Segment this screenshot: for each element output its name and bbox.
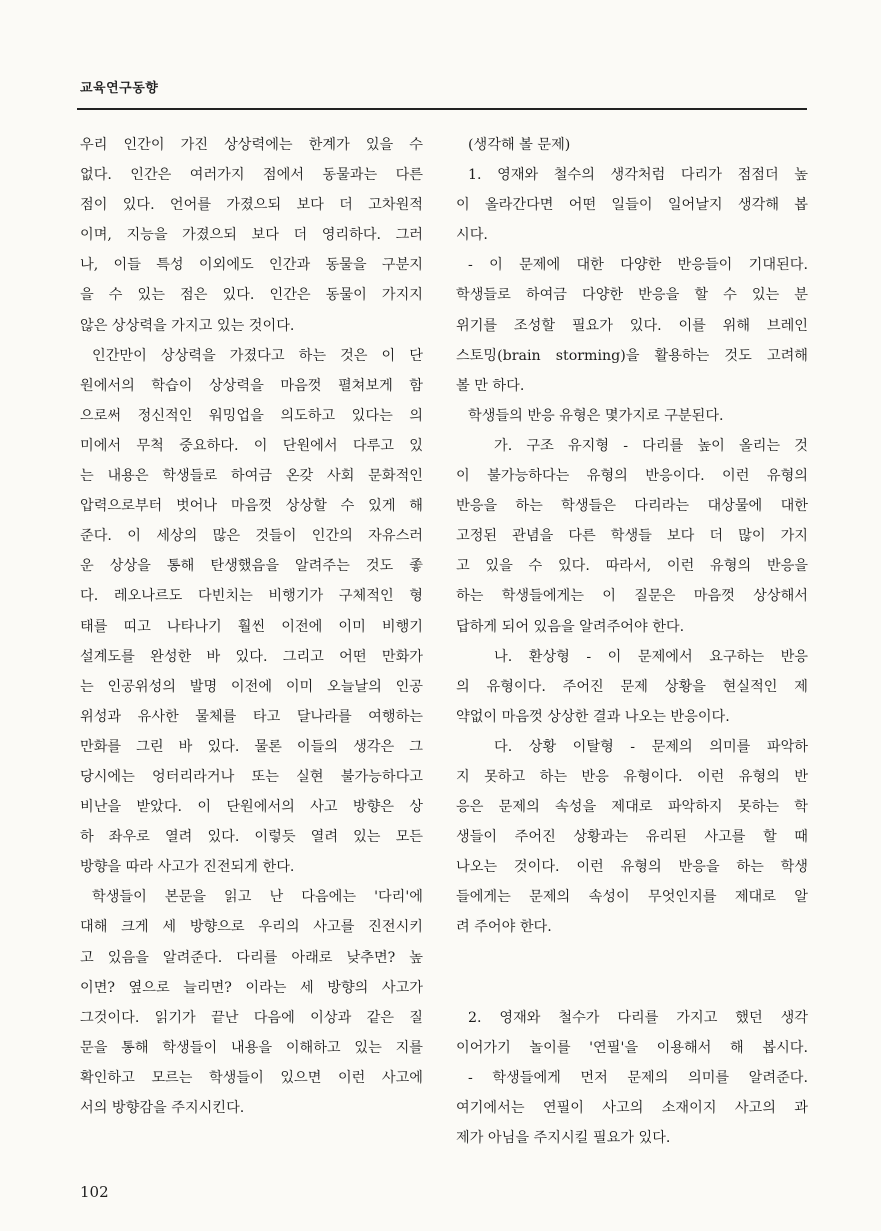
- body-line: 태를 띠고 나타나기 훨씬 이전에 이미 비행기: [80, 618, 423, 635]
- body-line: 미에서 무척 중요하다. 이 단원에서 다루고 있: [80, 437, 423, 454]
- body-line: 답하게 되어 있음을 알려주어야 한다.: [456, 618, 685, 635]
- body-line: 대해 크게 세 방향으로 우리의 사고를 진전시키: [80, 919, 423, 936]
- body-line: 위성과 유사한 물체를 타고 달나라를 여행하는: [80, 708, 423, 725]
- body-line: 학생들의 반응 유형은 몇가지로 구분된다.: [468, 407, 724, 424]
- body-line: 방향을 따라 사고가 진전되게 한다.: [80, 859, 295, 876]
- page-number: 102: [80, 1183, 109, 1201]
- body-line: 운 상상을 통해 탄생했음을 알려주는 것도 좋: [80, 558, 423, 575]
- body-line: 학생들로 하여금 다양한 반응을 할 수 있는 분: [456, 287, 808, 304]
- body-line: 이며, 지능을 가졌으되 보다 더 영리하다. 그러: [80, 227, 423, 244]
- body-line: 없다. 인간은 여러가지 점에서 동물과는 다른: [80, 167, 423, 184]
- body-line: 이면? 옆으로 늘리면? 이라는 세 방향의 사고가: [80, 979, 423, 996]
- body-line: 우리 인간이 가진 상상력에는 한계가 있을 수: [80, 137, 423, 153]
- body-line: 당시에는 엉터리라거나 또는 실현 불가능하다고: [80, 768, 423, 785]
- body-line: 이 올라간다면 어떤 일들이 일어날지 생각해 봅: [456, 197, 808, 214]
- header-rule: [77, 108, 807, 110]
- body-line: - 학생들에게 먼저 문제의 의미를 알려준다.: [468, 1069, 808, 1086]
- body-line: 위기를 조성할 필요가 있다. 이를 위해 브레인: [456, 317, 808, 334]
- body-line: 하는 학생들에게는 이 질문은 마음껏 상상해서: [456, 588, 808, 605]
- body-line: 가. 구조 유지형 - 다리를 높이 올리는 것: [494, 437, 808, 454]
- body-line: - 이 문제에 대한 다양한 반응들이 기대된다.: [468, 257, 808, 274]
- body-line: 하 좌우로 열려 있다. 이렇듯 열려 있는 모든: [80, 829, 423, 846]
- body-line: 들에게는 문제의 속성이 무엇인지를 제대로 알: [456, 889, 808, 906]
- body-line: 약없이 마음껏 상상한 결과 나오는 반응이다.: [456, 708, 730, 725]
- body-line: 여기에서는 연필이 사고의 소재이지 사고의 과: [456, 1100, 808, 1116]
- body-line: 고 있을 수 있다. 따라서, 이런 유형의 반응을: [456, 558, 808, 575]
- body-line: 준다. 이 세상의 많은 것들이 인간의 자유스러: [80, 528, 423, 545]
- right-column: [456, 130, 808, 1153]
- body-line: 나오는 것이다. 이런 유형의 반응을 하는 학생: [456, 859, 808, 876]
- body-line: 2. 영재와 철수가 다리를 가지고 했던 생각: [468, 1009, 808, 1026]
- body-line: 반응을 하는 학생들은 다리라는 대상물에 대한: [456, 498, 808, 515]
- body-line: 확인하고 모르는 학생들이 있으면 이런 사고에: [80, 1069, 423, 1086]
- body-line: 을 수 있는 점은 있다. 인간은 동물이 가지지: [80, 287, 423, 304]
- body-line: 제가 아님을 주지시킬 필요가 있다.: [456, 1130, 671, 1147]
- body-line: 설계도를 완성한 바 있다. 그리고 어떤 만화가: [80, 648, 423, 665]
- body-line: 는 내용은 학생들로 하여금 온갖 사회 문화적인: [80, 468, 423, 485]
- body-line: 고 있음을 알려준다. 다리를 아래로 낮추면? 높: [80, 949, 423, 966]
- body-line: 으로써 정신적인 워밍업을 의도하고 있다는 의: [80, 407, 423, 424]
- body-line: 는 인공위성의 발명 이전에 이미 오늘날의 인공: [80, 678, 423, 695]
- body-line: 점이 있다. 언어를 가졌으되 보다 더 고차원적: [80, 197, 423, 214]
- body-line: 스토밍(brain storming)을 활용하는 것도 고려해: [456, 347, 808, 364]
- body-line: 비난을 받았다. 이 단원에서의 사고 방향은 상: [80, 799, 423, 816]
- body-line: 볼 만 하다.: [456, 377, 525, 394]
- body-line: 응은 문제의 속성을 제대로 파악하지 못하는 학: [456, 799, 808, 816]
- body-line: 그것이다. 읽기가 끝난 다음에 이상과 같은 질: [80, 1009, 423, 1026]
- section-heading: (생각해 볼 문제): [468, 137, 571, 153]
- running-header: 교육연구동향: [80, 81, 159, 96]
- body-line: 다. 레오나르도 다빈치는 비행기가 구체적인 형: [80, 588, 423, 605]
- body-line: 이어가기 놀이를 '연필'을 이용해서 해 봅시다.: [456, 1039, 808, 1056]
- body-line: 나. 환상형 - 이 문제에서 요구하는 반응: [494, 648, 808, 665]
- body-line: 려 주어야 한다.: [456, 919, 552, 936]
- body-line: 생들이 주어진 상황과는 유리된 사고를 할 때: [456, 829, 808, 846]
- body-line: 학생들이 본문을 읽고 난 다음에는 '다리'에: [92, 889, 423, 906]
- body-line: 고정된 관념을 다른 학생들 보다 더 많이 가지: [456, 528, 808, 545]
- body-line: 압력으로부터 벗어나 마음껏 상상할 수 있게 해: [80, 498, 423, 515]
- left-column: [80, 130, 423, 1123]
- body-line: 인간만이 상상력을 가졌다고 하는 것은 이 단: [92, 347, 423, 364]
- body-line: 서의 방향감을 주지시킨다.: [80, 1100, 245, 1116]
- body-line: 의 유형이다. 주어진 문제 상황을 현실적인 제: [456, 678, 808, 695]
- body-line: 지 못하고 하는 반응 유형이다. 이런 유형의 반: [456, 768, 808, 785]
- body-line: 원에서의 학습이 상상력을 마음껏 펼쳐보게 함: [80, 377, 423, 394]
- paragraph-gap: [456, 943, 808, 1003]
- body-line: 않은 상상력을 가지고 있는 것이다.: [80, 317, 295, 334]
- body-line: 시다.: [456, 227, 488, 244]
- body-line: 이 불가능하다는 유형의 반응이다. 이런 유형의: [456, 468, 808, 485]
- body-line: 다. 상황 이탈형 - 문제의 의미를 파악하: [494, 738, 808, 755]
- body-line: 문을 통해 학생들이 내용을 이해하고 있는 지를: [80, 1039, 423, 1056]
- body-line: 1. 영재와 철수의 생각처럼 다리가 점점더 높: [468, 167, 808, 184]
- body-line: 만화를 그린 바 있다. 물론 이들의 생각은 그: [80, 738, 423, 755]
- body-line: 나, 이들 특성 이외에도 인간과 동물을 구분지: [80, 257, 423, 274]
